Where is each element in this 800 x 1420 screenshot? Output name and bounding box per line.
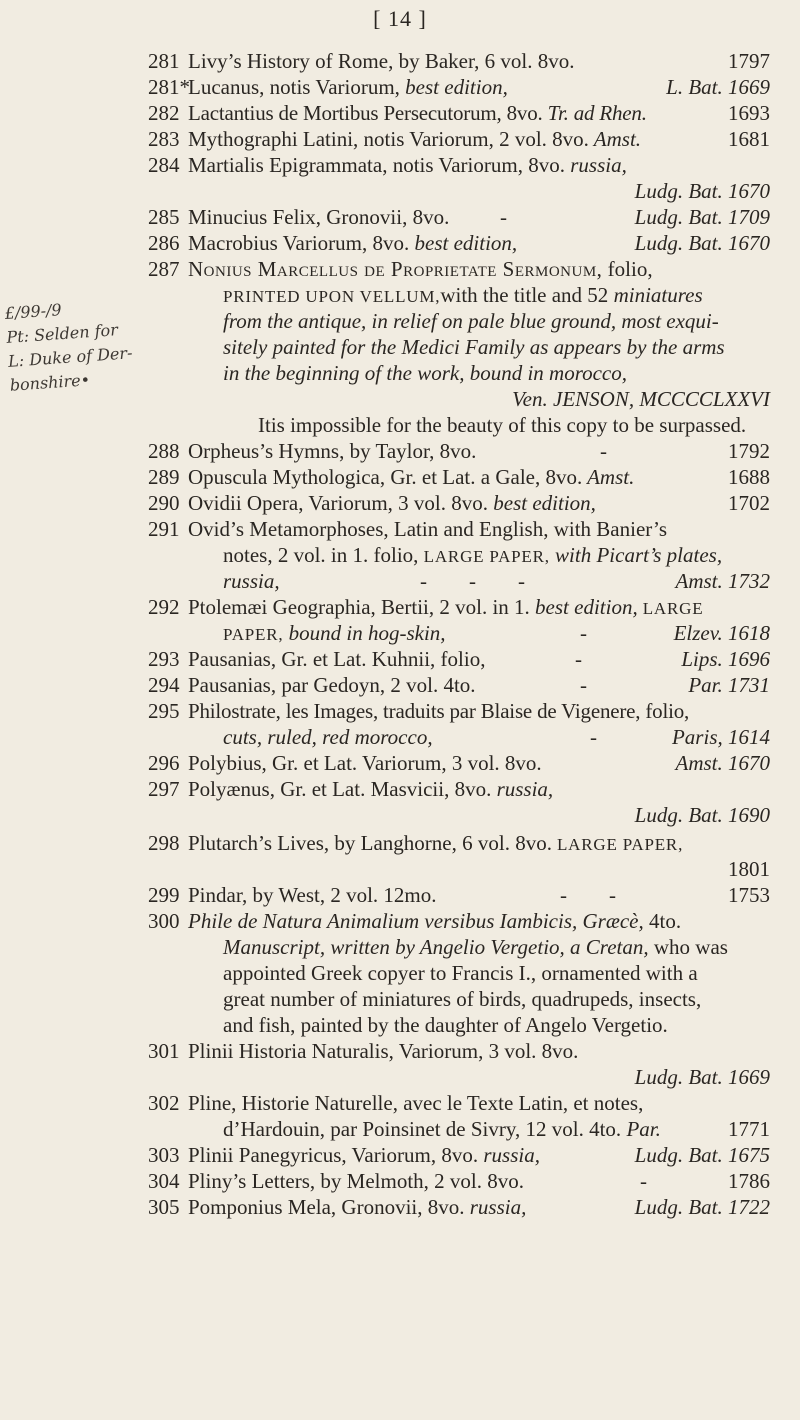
entry-line	[0, 464, 800, 490]
lot-number: 292	[148, 595, 180, 619]
entry-line	[0, 100, 800, 126]
entry-description: great number of miniatures of birds, quadrupeds, insects,	[223, 987, 702, 1011]
entry-description: russia,	[223, 569, 280, 593]
entry-title: Plinii Historia Naturalis, Variorum, 3 vol. 8vo.	[188, 1039, 579, 1063]
entry-line	[0, 1142, 800, 1168]
entry-title: Lucanus, notis Variorum, best edition,	[188, 75, 508, 99]
entry-line	[0, 908, 800, 934]
entry-line	[0, 308, 800, 334]
entry-line	[0, 256, 800, 282]
entry-line	[0, 1116, 800, 1142]
entry-title: Polyænus, Gr. et Lat. Masvicii, 8vo. russia,	[188, 777, 554, 801]
lot-number: 283	[148, 127, 180, 151]
lot-number: 284	[148, 153, 180, 177]
entry-description: PAPER, bound in hog-skin,	[223, 621, 446, 645]
entry-imprint: 1786	[728, 1169, 770, 1193]
entry-title: Macrobius Variorum, 8vo. best edition,	[188, 231, 518, 255]
entry-imprint: 1681	[728, 127, 770, 151]
entry-line	[0, 204, 800, 230]
lot-number: 298	[148, 831, 180, 855]
entry-line	[0, 776, 800, 802]
entry-line	[0, 1012, 800, 1038]
entry-title: Ovid’s Metamorphoses, Latin and English, with Banier’s	[188, 517, 668, 541]
lot-number: 281	[148, 49, 180, 73]
entry-imprint: L. Bat. 1669	[666, 75, 770, 99]
entry-line	[0, 882, 800, 908]
lot-number: 299	[148, 883, 180, 907]
entry-imprint: Ludg. Bat. 1709	[634, 205, 770, 229]
entry-line	[0, 542, 800, 568]
entry-title: Lactantius de Mortibus Persecutorum, 8vo. Tr. ad Rhen.	[188, 101, 647, 125]
entry-title: Plinii Panegyricus, Variorum, 8vo. russia,	[188, 1143, 540, 1167]
entry-line	[0, 986, 800, 1012]
entry-remark: Itis impossible for the beauty of this copy to be surpassed.	[258, 413, 747, 437]
lot-number: 302	[148, 1091, 180, 1115]
entry-title: Nonius Marcellus de Proprietate Sermonum, folio,	[188, 257, 653, 281]
lot-number: 285	[148, 205, 180, 229]
entry-line	[0, 360, 800, 386]
entry-title: Orpheus’s Hymns, by Taylor, 8vo.	[188, 439, 477, 463]
entry-line	[0, 1038, 800, 1064]
entry-imprint: Par. 1731	[688, 673, 770, 697]
entry-description: sitely painted for the Medici Family as appears by the arms	[223, 335, 725, 359]
entry-line	[0, 438, 800, 464]
entry-imprint: Ludg. Bat. 1670	[634, 231, 770, 255]
entry-line	[0, 126, 800, 152]
entry-description: and fish, painted by the daughter of Angelo Vergetio.	[223, 1013, 668, 1037]
entry-description: notes, 2 vol. in 1. folio, LARGE PAPER, with Picart’s plates,	[223, 543, 723, 567]
entry-imprint: Ven. JENSON, MCCCCLXXVI	[512, 387, 770, 411]
entry-line	[0, 490, 800, 516]
entry-title: Pausanias, par Gedoyn, 2 vol. 4to.	[188, 673, 476, 697]
leader-dash: -	[640, 1169, 647, 1193]
lot-number: 300	[148, 909, 180, 933]
entry-line	[0, 412, 800, 438]
lot-number: 291	[148, 517, 180, 541]
lot-number: 303	[148, 1143, 180, 1167]
entry-imprint: Ludg. Bat. 1722	[634, 1195, 770, 1219]
entry-title: Mythographi Latini, notis Variorum, 2 vol. 8vo. Amst.	[188, 127, 642, 151]
entry-imprint: 1688	[728, 465, 770, 489]
lot-number: 289	[148, 465, 180, 489]
entry-line	[0, 1168, 800, 1194]
entry-line	[0, 620, 800, 646]
lot-number: 304	[148, 1169, 180, 1193]
entry-description: d’Hardouin, par Poinsinet de Sivry, 12 vol. 4to. Par.	[223, 1117, 661, 1141]
entry-description: in the beginning of the work, bound in morocco,	[223, 361, 628, 385]
entry-line	[0, 568, 800, 594]
leader-dash: -	[575, 647, 582, 671]
lot-number: 293	[148, 647, 180, 671]
entry-title: Minucius Felix, Gronovii, 8vo.	[188, 205, 450, 229]
entry-imprint: 1771	[728, 1117, 770, 1141]
entry-imprint: 1801	[728, 857, 770, 881]
margin-note-line: £/99-/9	[4, 300, 63, 323]
entry-line	[0, 230, 800, 256]
entry-line	[0, 724, 800, 750]
leader-dash: - -	[560, 883, 616, 907]
entry-line	[0, 830, 800, 856]
entry-imprint: 1693	[728, 101, 770, 125]
leader-dash: - - -	[420, 569, 525, 593]
entry-line	[0, 1194, 800, 1220]
entry-title: Philostrate, les Images, traduits par Blaise de Vigenere, folio,	[188, 699, 690, 723]
margin-note-line: L: Duke of Der-	[7, 343, 133, 371]
entry-imprint: Paris, 1614	[671, 725, 770, 749]
entry-imprint: Amst. 1670	[675, 751, 770, 775]
leader-dash: -	[500, 205, 507, 229]
margin-note-line: Pt: Selden for	[5, 320, 119, 347]
lot-number: 305	[148, 1195, 180, 1219]
entry-description: Manuscript, written by Angelio Vergetio, a Cretan, who was	[223, 935, 728, 959]
page-number: [ 14 ]	[373, 6, 427, 31]
entry-title: Livy’s History of Rome, by Baker, 6 vol. 8vo.	[188, 49, 575, 73]
lot-number: 297	[148, 777, 180, 801]
entry-line	[0, 960, 800, 986]
entry-line	[0, 856, 800, 882]
entry-line	[0, 152, 800, 178]
leader-dash: -	[590, 725, 597, 749]
entry-title: Opuscula Mythologica, Gr. et Lat. a Gale, 8vo. Amst.	[188, 465, 635, 489]
leader-dash: -	[600, 439, 607, 463]
lot-number: 301	[148, 1039, 180, 1063]
entry-line	[0, 1090, 800, 1116]
lot-number: 287	[148, 257, 180, 281]
entry-line	[0, 934, 800, 960]
entry-title: Phile de Natura Animalium versibus Iambicis, Græcè, 4to.	[188, 909, 682, 933]
entry-title: Ptolemæi Geographia, Bertii, 2 vol. in 1. best edition, LARGE	[188, 595, 704, 619]
entry-description: appointed Greek copyer to Francis I., ornamented with a	[223, 961, 698, 985]
entry-imprint: Ludg. Bat. 1675	[634, 1143, 770, 1167]
entry-description: cuts, ruled, red morocco,	[223, 725, 433, 749]
entry-line	[0, 74, 800, 100]
entry-title: Pline, Historie Naturelle, avec le Texte Latin, et notes,	[188, 1091, 644, 1115]
entry-imprint: Amst. 1732	[675, 569, 770, 593]
entry-description: PRINTED UPON VELLUM,with the title and 52 miniatures	[223, 283, 703, 307]
lot-number: 281*	[148, 75, 190, 99]
margin-note-line: bonshire•	[9, 370, 91, 395]
entry-line	[0, 386, 800, 412]
entry-title: Martialis Epigrammata, notis Variorum, 8vo. russia,	[188, 153, 627, 177]
entry-line	[0, 672, 800, 698]
entry-line	[0, 516, 800, 542]
entry-imprint: Lips. 1696	[681, 647, 770, 671]
entry-line	[0, 1064, 800, 1090]
lot-number: 290	[148, 491, 180, 515]
entry-imprint: Ludg. Bat. 1669	[634, 1065, 770, 1089]
lot-number: 294	[148, 673, 180, 697]
entry-line	[0, 48, 800, 74]
entry-line	[0, 750, 800, 776]
leader-dash: -	[580, 673, 587, 697]
entry-line	[0, 594, 800, 620]
entry-line	[0, 334, 800, 360]
entry-title: Plutarch’s Lives, by Langhorne, 6 vol. 8vo. LARGE PAPER,	[188, 831, 684, 855]
entry-title: Pausanias, Gr. et Lat. Kuhnii, folio,	[188, 647, 486, 671]
entry-imprint: 1792	[728, 439, 770, 463]
lot-number: 282	[148, 101, 180, 125]
entry-imprint: Ludg. Bat. 1690	[634, 803, 770, 827]
lot-number: 296	[148, 751, 180, 775]
entry-imprint: 1702	[728, 491, 770, 515]
entry-line	[0, 282, 800, 308]
lot-number: 288	[148, 439, 180, 463]
entry-imprint: Elzev. 1618	[673, 621, 770, 645]
entry-line	[0, 178, 800, 204]
lot-number: 295	[148, 699, 180, 723]
entry-title: Pliny’s Letters, by Melmoth, 2 vol. 8vo.	[188, 1169, 524, 1193]
entry-description: from the antique, in relief on pale blue ground, most exqui-	[223, 309, 719, 333]
entry-line	[0, 802, 800, 828]
entry-line	[0, 698, 800, 724]
entry-title: Ovidii Opera, Variorum, 3 vol. 8vo. best edition,	[188, 491, 596, 515]
entry-imprint: 1797	[728, 49, 770, 73]
entry-imprint: Ludg. Bat. 1670	[634, 179, 770, 203]
entry-title: Pindar, by West, 2 vol. 12mo.	[188, 883, 437, 907]
entry-title: Polybius, Gr. et Lat. Variorum, 3 vol. 8vo.	[188, 751, 542, 775]
entry-imprint: 1753	[728, 883, 770, 907]
entry-title: Pomponius Mela, Gronovii, 8vo. russia,	[188, 1195, 527, 1219]
entry-line	[0, 646, 800, 672]
lot-number: 286	[148, 231, 180, 255]
leader-dash: -	[580, 621, 587, 645]
